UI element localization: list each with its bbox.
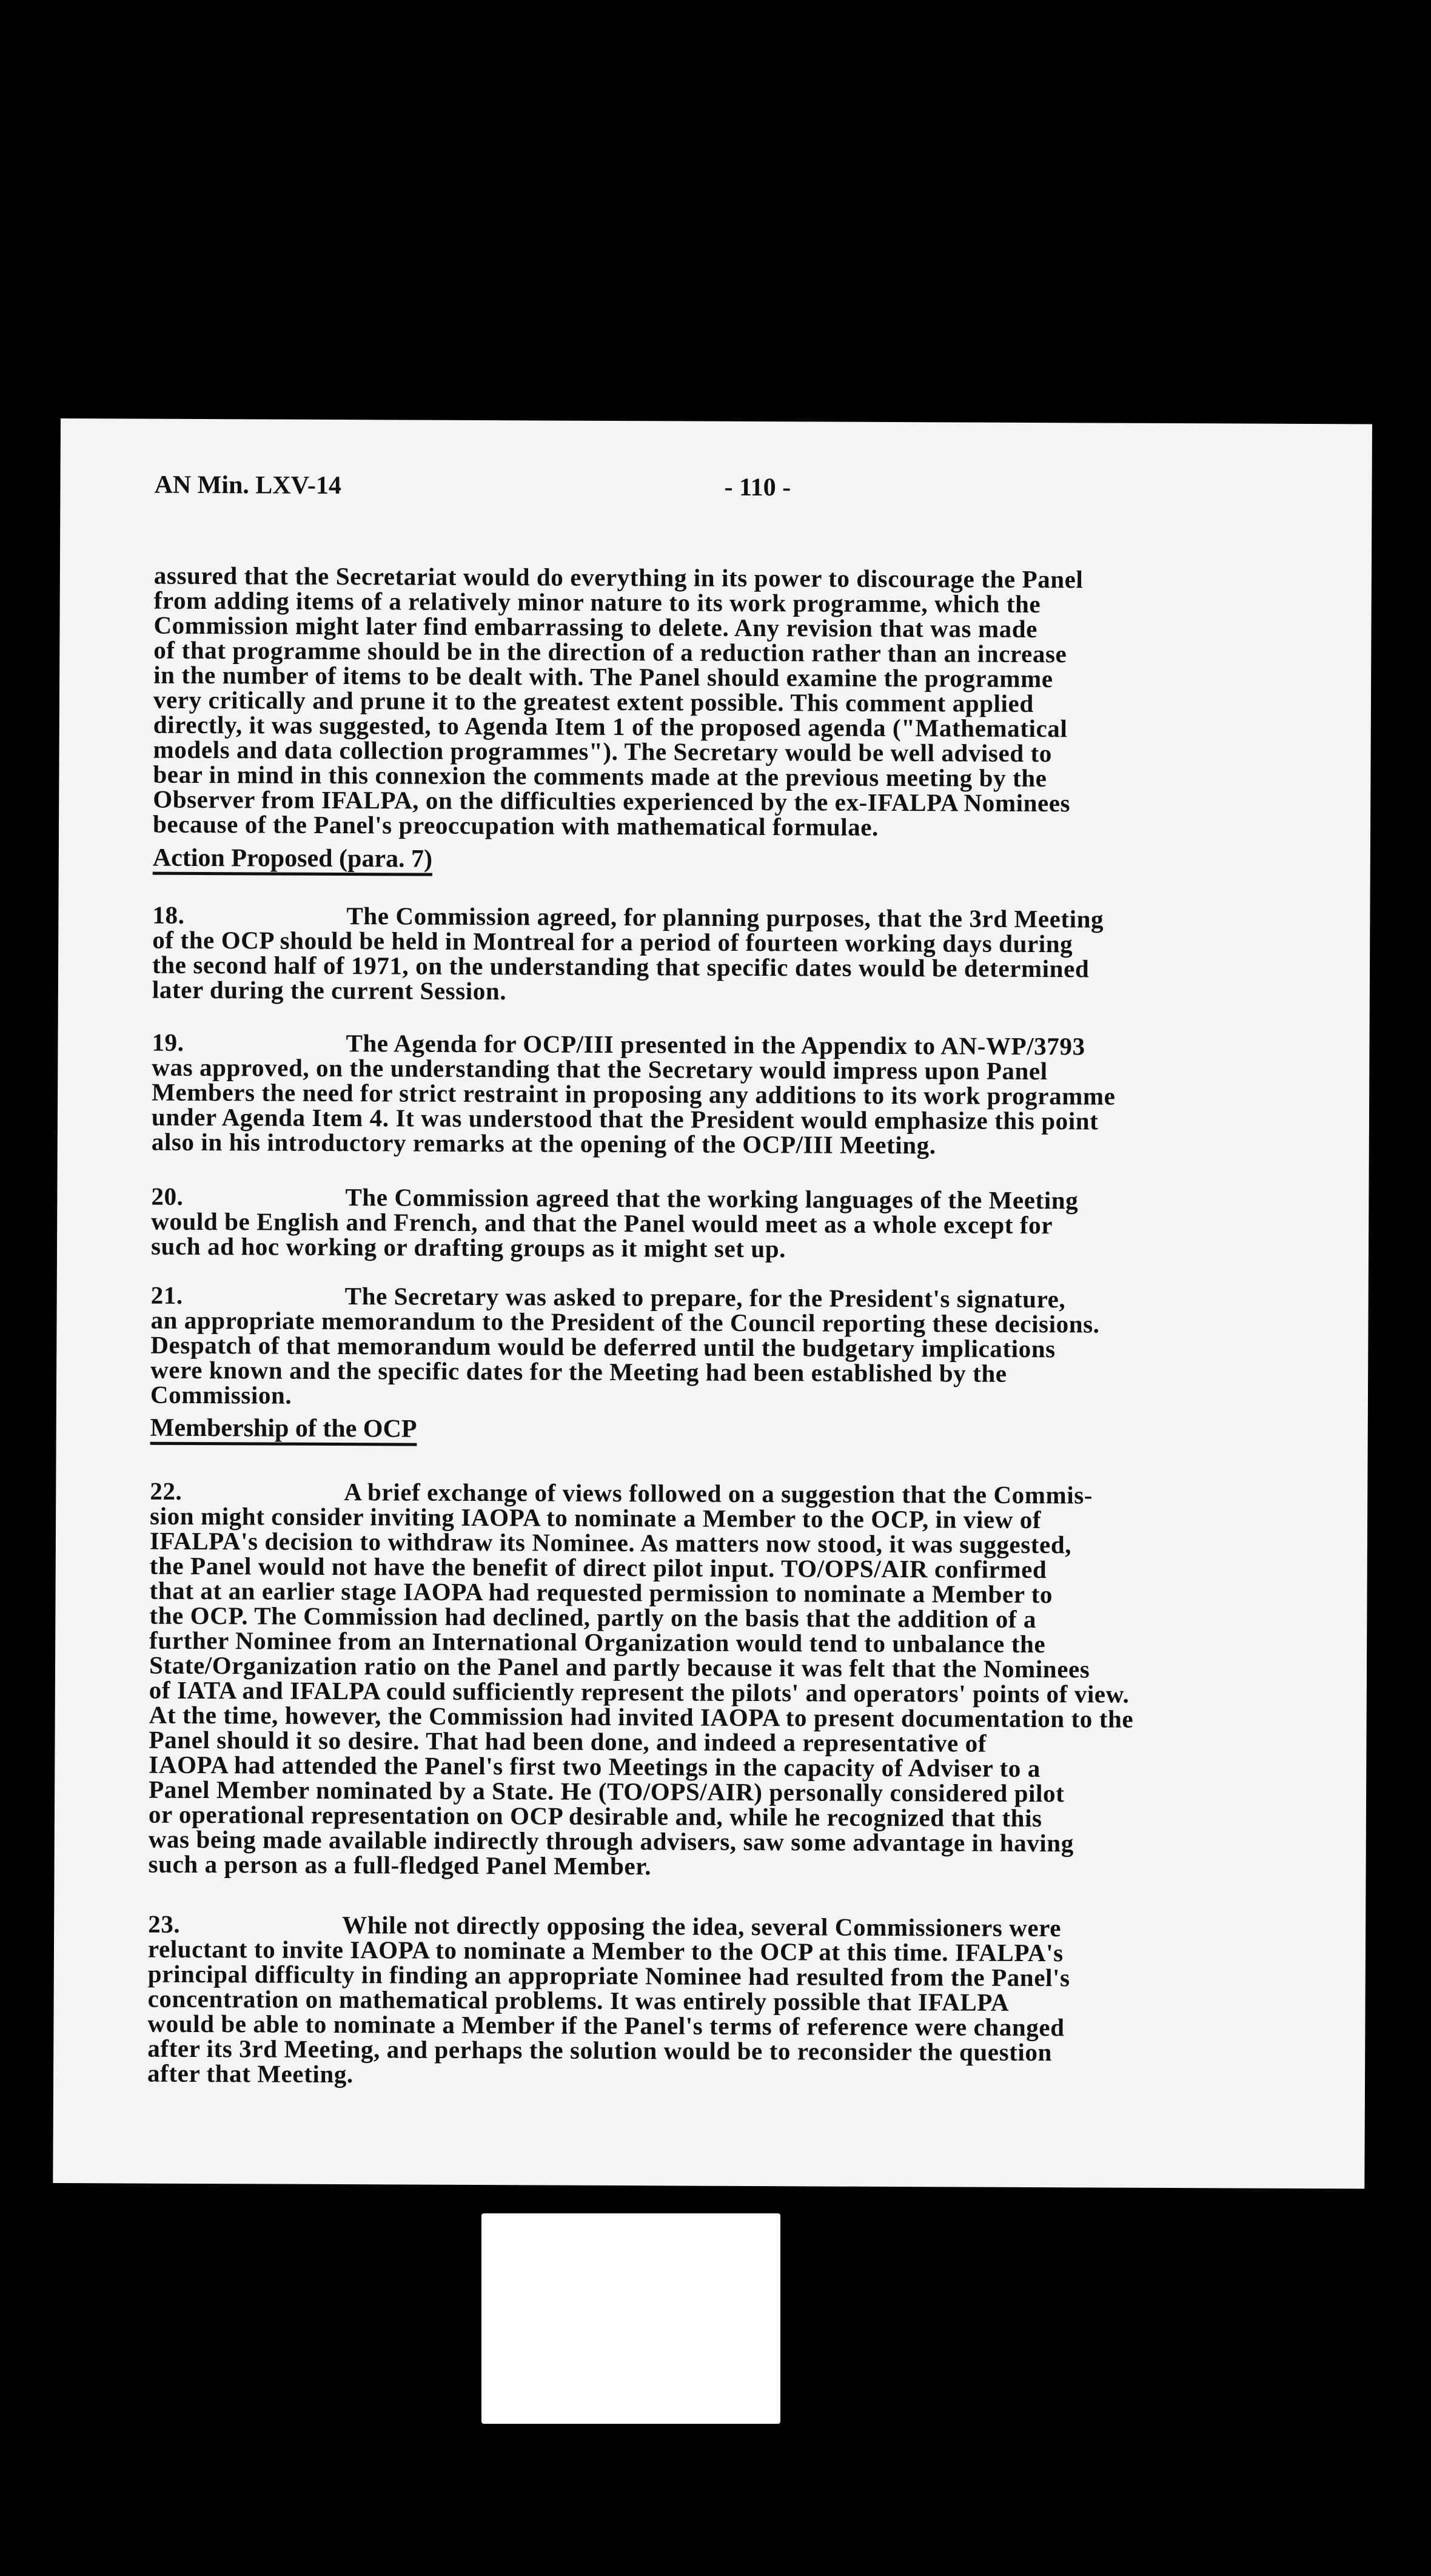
- text-line: such ad hoc working or drafting groups as it might set up.: [150, 1232, 786, 1263]
- text-line: after that Meeting.: [147, 2059, 354, 2088]
- text-line: The Agenda for OCP/III presented in the Appendix to AN-WP/3793: [346, 1029, 1085, 1061]
- page-number: - 110 -: [724, 473, 791, 502]
- section-heading-membership: Membership of the OCP: [150, 1414, 417, 1443]
- text-line: were known and the specific dates for the Meeting had been established by the: [150, 1355, 1007, 1387]
- text-line: the second half of 1971, on the understanding that specific dates would be determined: [152, 950, 1090, 983]
- text-line: was being made available indirectly through advisers, saw some advantage in having: [148, 1825, 1074, 1857]
- document-reference: AN Min. LXV-14: [154, 471, 342, 500]
- text-line: The Commission agreed that the working languages of the Meeting: [345, 1183, 1079, 1215]
- text-line: directly, it was suggested, to Agenda Item 1 of the proposed agenda ("Mathematical: [153, 710, 1068, 743]
- text-line: Members the need for strict restraint in proposing any additions to its work programme: [152, 1078, 1116, 1110]
- paragraph-18: [152, 903, 1104, 1007]
- text-line: would be able to nominate a Member if the Panel's terms of reference were changed: [147, 2009, 1065, 2042]
- text-line: also in his introductory remarks at the opening of the OCP/III Meeting.: [151, 1127, 936, 1159]
- text-line: would be English and French, and that the Panel would meet as a whole except for: [151, 1207, 1053, 1239]
- text-line: At the time, however, the Commission had invited IAOPA to present documentation to the: [149, 1700, 1134, 1733]
- paragraph-number: 19.: [152, 1028, 184, 1056]
- text-line: because of the Panel's preoccupation with mathematical formulae.: [152, 810, 879, 841]
- paragraph-number: 23.: [148, 1910, 181, 1938]
- text-line: in the number of items to be dealt with. The Panel should examine the programme: [153, 660, 1053, 693]
- text-line: that at an earlier stage IAOPA had requested permission to nominate a Member to: [149, 1576, 1053, 1609]
- text-line: the OCP. The Commission had declined, partly on the basis that the addition of a: [149, 1601, 1037, 1634]
- text-line: under Agenda Item 4. It was understood that the President would emphasize this point: [151, 1102, 1099, 1135]
- text-line: While not directly opposing the idea, several Commissioners were: [342, 1911, 1062, 1942]
- text-line: of the OCP should be held in Montreal for a period of fourteen working days during: [152, 925, 1073, 958]
- text-line: sion might consider inviting IAOPA to nominate a Member to the OCP, in view of: [150, 1501, 1042, 1534]
- section-heading-action-proposed: Action Proposed (para. 7): [152, 844, 433, 873]
- text-line: principal difficulty in finding an appropriate Nominee had resulted from the Panel's: [147, 1959, 1070, 1992]
- text-line: or operational representation on OCP desirable and, while he recognized that this: [148, 1800, 1042, 1833]
- document-page: [53, 418, 1372, 2189]
- intro-paragraph: [153, 563, 1084, 841]
- text-line: bear in mind in this connexion the comments made at the previous meeting by the: [153, 760, 1047, 793]
- paragraph-22: [149, 1479, 1134, 1881]
- blank-slip: [481, 2213, 780, 2424]
- text-line: Commission might later find embarrassing to delete. Any revision that was made: [153, 611, 1038, 643]
- text-line: reluctant to invite IAOPA to nominate a Member to the OCP at this time. IFALPA's: [147, 1934, 1064, 1967]
- text-line: IFALPA's decision to withdraw its Nominee. As matters now stood, it was suggested,: [149, 1526, 1072, 1559]
- text-line: Panel should it so desire. That had been done, and indeed a representative of: [149, 1725, 987, 1757]
- text-line: Despatch of that memorandum would be deferred until the budgetary implications: [150, 1330, 1056, 1363]
- text-line: of that programme should be in the direction of a reduction rather than an increase: [153, 636, 1067, 668]
- text-line: later during the current Session.: [152, 975, 507, 1005]
- text-line: very critically and prune it to the greatest extent possible. This comment applied: [153, 685, 1034, 718]
- text-line: from adding items of a relatively minor nature to its work programme, which the: [153, 586, 1041, 619]
- text-line: after its 3rd Meeting, and perhaps the solution would be to reconsider the question: [147, 2034, 1053, 2067]
- text-line: The Commission agreed, for planning purposes, that the 3rd Meeting: [346, 902, 1104, 933]
- paragraph-23: [147, 1912, 1070, 2090]
- text-line: assured that the Secretariat would do everything in its power to discourage the Panel: [153, 561, 1084, 594]
- paragraph-19: [152, 1030, 1116, 1159]
- text-line: of IATA and IFALPA could sufficiently represent the pilots' and operators' points of view.: [149, 1675, 1130, 1708]
- paragraph-number: 18.: [152, 901, 185, 929]
- text-line: The Secretary was asked to prepare, for the President's signature,: [344, 1282, 1066, 1313]
- text-line: Observer from IFALPA, on the difficulties experienced by the ex-IFALPA Nominees: [153, 785, 1071, 817]
- paragraph-21: [150, 1283, 1100, 1412]
- text-line: such a person as a full-fledged Panel Member.: [148, 1850, 652, 1880]
- text-line: A brief exchange of views followed on a suggestion that the Commis-: [344, 1478, 1093, 1509]
- paragraph-number: 22.: [150, 1477, 183, 1505]
- paragraph-number: 20.: [151, 1182, 184, 1210]
- text-line: concentration on mathematical problems. It was entirely possible that IFALPA: [147, 1984, 1010, 2016]
- text-line: further Nominee from an International Organization would tend to unbalance the: [149, 1626, 1046, 1659]
- text-line: the Panel would not have the benefit of direct pilot input. TO/OPS/AIR confirmed: [149, 1551, 1047, 1584]
- paragraph-number: 21.: [150, 1281, 183, 1309]
- text-line: models and data collection programmes"). The Secretary would be well advised to: [153, 735, 1053, 768]
- text-line: Panel Member nominated by a State. He (TO/OPS/AIR) personally considered pilot: [149, 1775, 1065, 1808]
- text-line: IAOPA had attended the Panel's first two Meetings in the capacity of Adviser to a: [149, 1750, 1041, 1783]
- text-line: Commission.: [150, 1380, 292, 1409]
- text-line: State/Organization ratio on the Panel and partly because it was felt that the Nominees: [149, 1651, 1090, 1683]
- paragraph-20: [151, 1184, 1078, 1263]
- text-line: was approved, on the understanding that the Secretary would impress upon Panel: [152, 1053, 1048, 1085]
- text-line: an appropriate memorandum to the President of the Council reporting these decisions.: [150, 1306, 1100, 1338]
